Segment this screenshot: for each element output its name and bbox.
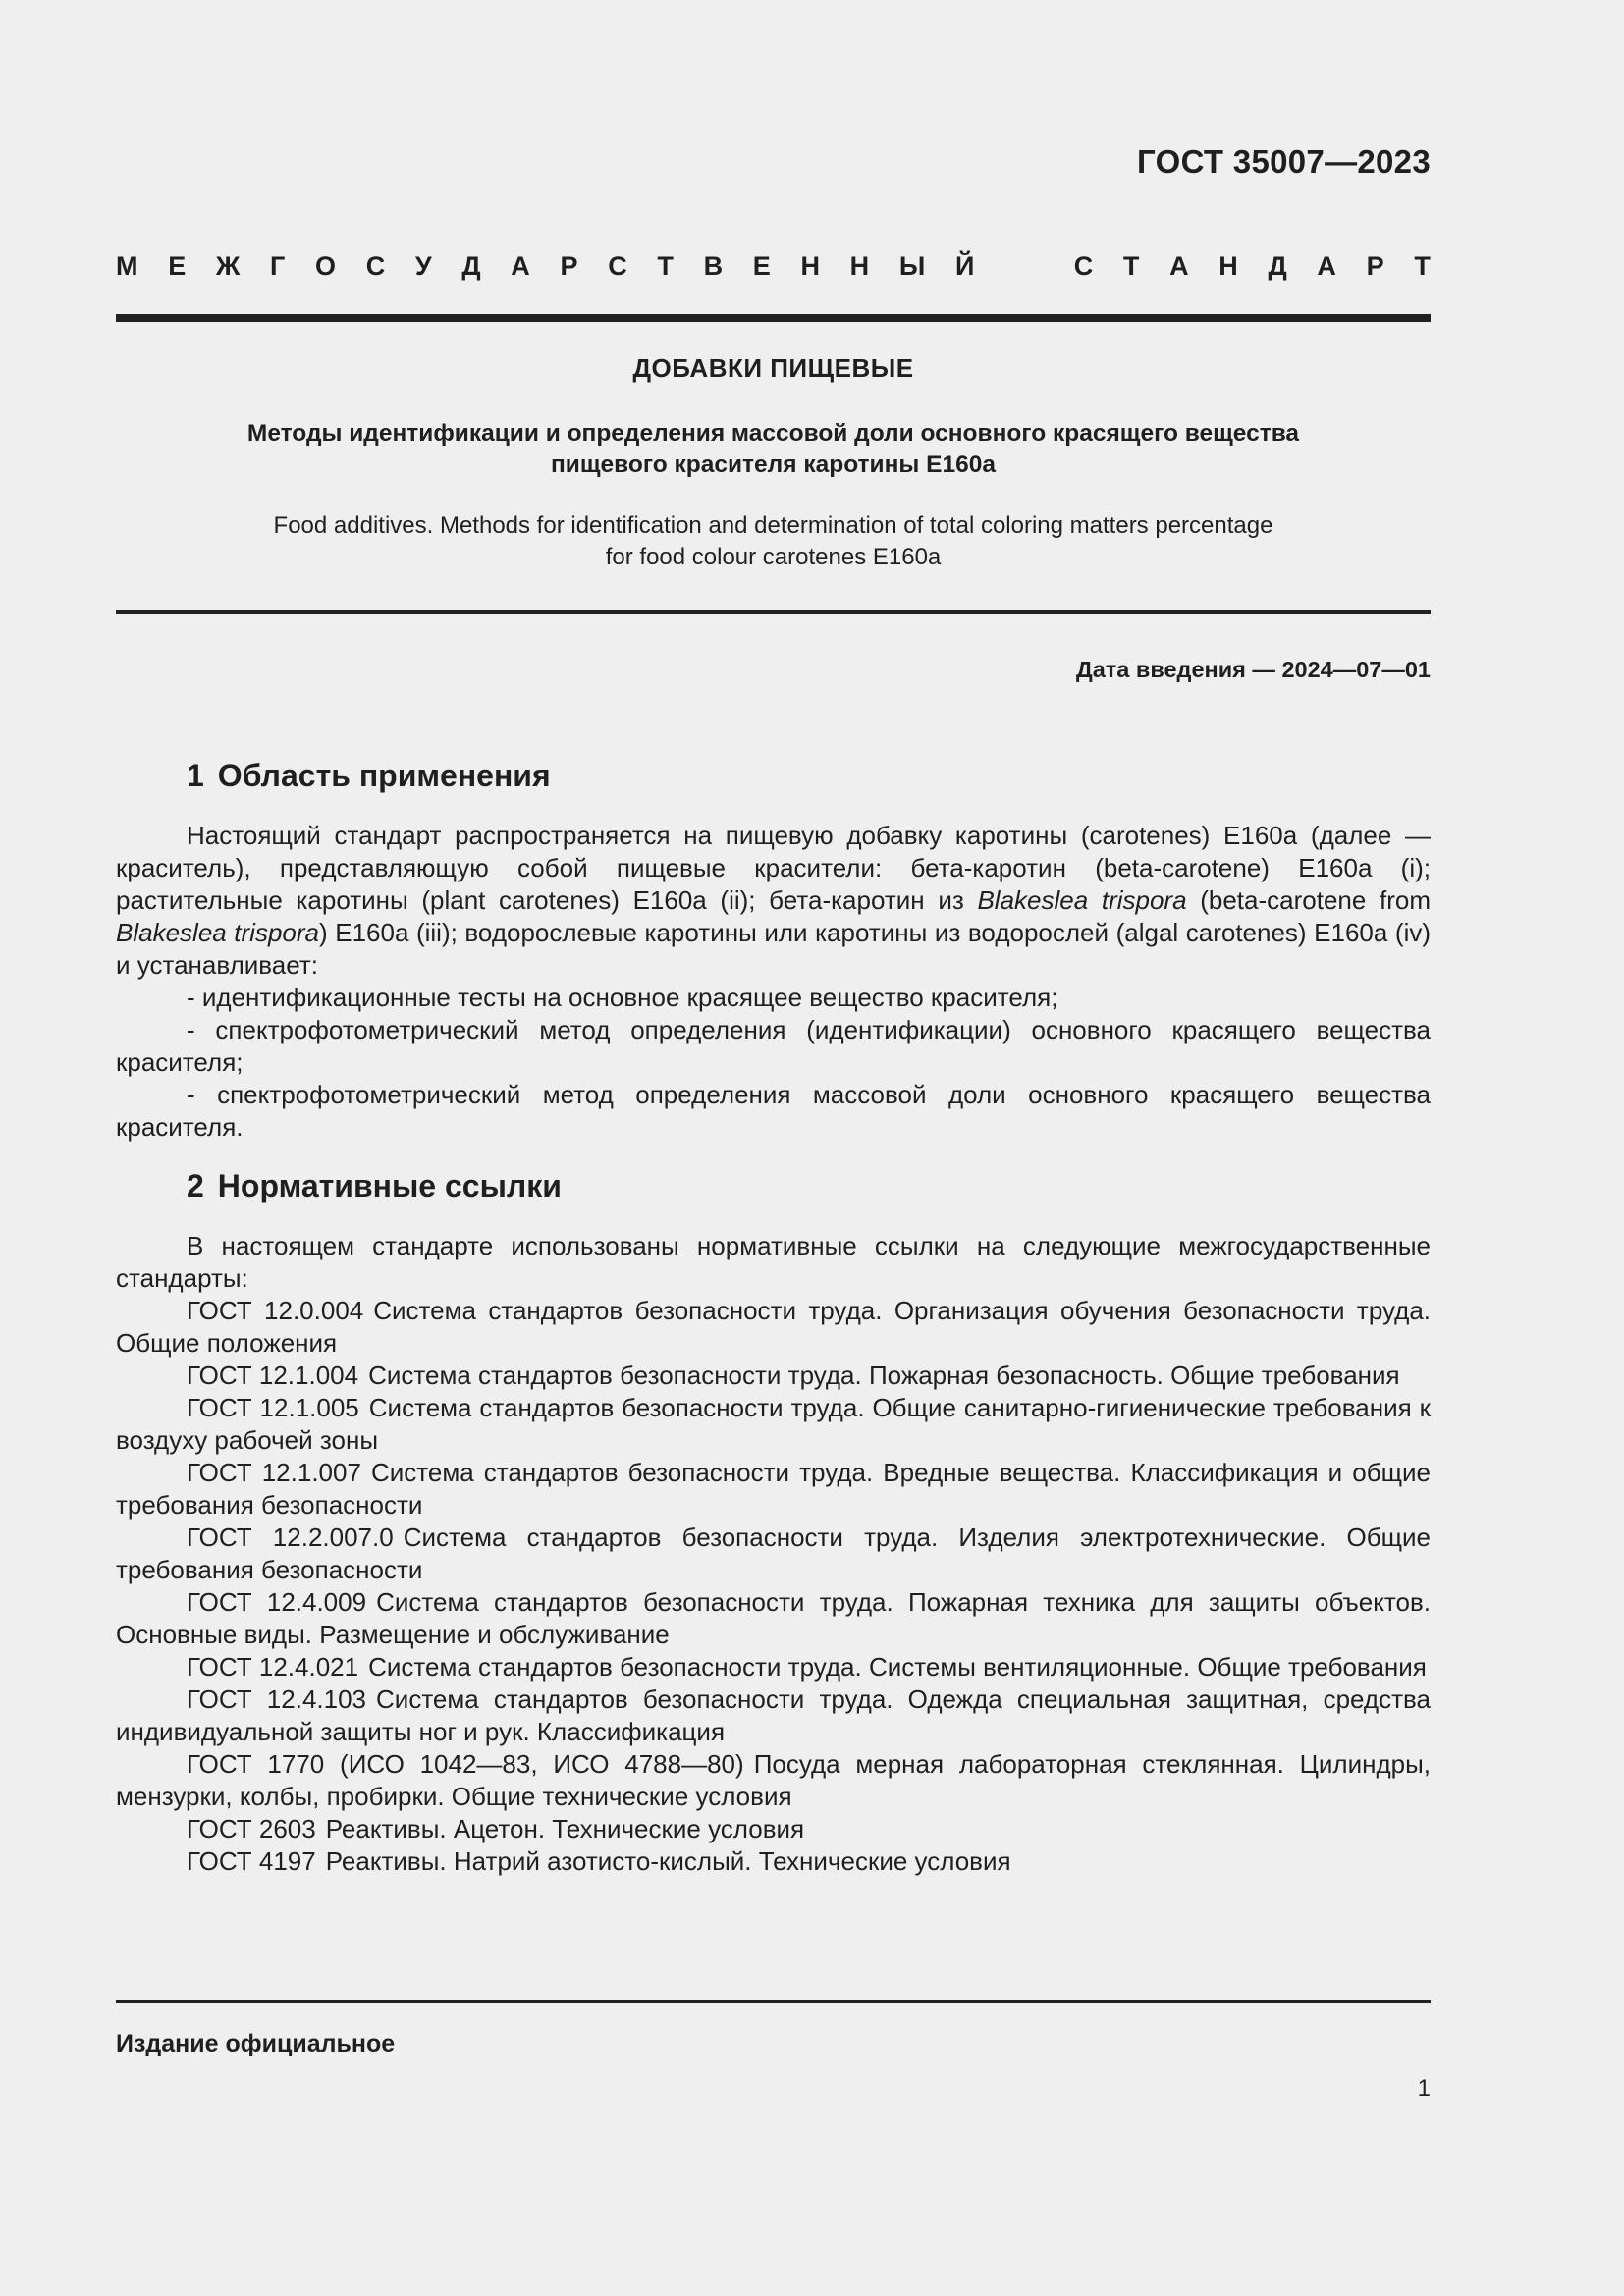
banner-letter: Р [560,251,578,281]
english-subtitle-line: for food colour carotenes E160a [605,544,942,570]
subtitle-line: Методы идентификации и определения массовой доли основного красящего вещества [246,420,1300,447]
banner-letter: С [608,251,627,281]
reference-item [116,1522,1431,1586]
banner-letter: А [1169,251,1189,281]
reference-text: Система стандартов безопасности труда. Изделия электротехнические. Общие требования безопасности [116,1522,1431,1584]
section-title: Область применения [217,758,551,793]
reference-item [116,1845,1431,1878]
banner-letter: С [1073,251,1094,281]
reference-item [116,1360,1431,1392]
reference-code: ГОСТ 12.2.007.0 [187,1522,394,1552]
banner-letter: Н [849,251,870,281]
reference-code: ГОСТ 12.4.021 [187,1652,359,1682]
banner-letter: Е [168,251,187,281]
banner-letter: Т [1122,251,1140,281]
reference-text: Система стандартов безопасности труда. Общие санитарно-гигиенические требования к воздуху рабочей зоны [116,1393,1431,1455]
banner-letter: У [414,251,432,281]
english-subtitle [116,510,1431,573]
banner-letter: Е [752,251,771,281]
section-heading [116,1166,1431,1205]
reference-text: Система стандартов безопасности труда. Организация обучения безопасности труда. Общие положения [116,1296,1431,1358]
reference-code: ГОСТ 4197 [187,1846,316,1876]
section-normative-references [116,1166,1431,1878]
banner-letter: Р [1366,251,1384,281]
banner-letter: О [314,251,336,281]
banner-letter: Д [1268,251,1287,281]
banner-letter: Д [461,251,481,281]
reference-text: Реактивы. Ацетон. Технические условия [325,1814,805,1843]
reference-item [116,1683,1431,1748]
document-number: ГОСТ 35007—2023 [1137,143,1431,180]
official-edition-label: Издание официальное [116,2030,396,2057]
banner-letter: Т [657,251,674,281]
reference-code: ГОСТ 1770 (ИСО 1042—83, ИСО 4788—80) [187,1749,744,1779]
list-item: - спектрофотометрический метод определения массовой доли основного красящего вещества красителя. [116,1080,1431,1142]
reference-text: Реактивы. Натрий азотисто-кислый. Технические условия [325,1846,1011,1876]
reference-code: ГОСТ 12.1.007 [187,1458,361,1487]
italic-text: Blakeslea trispora [977,885,1187,915]
reference-code: ГОСТ 12.1.005 [187,1393,359,1422]
reference-code: ГОСТ 12.1.004 [187,1361,359,1390]
interstate-standard-banner [116,251,1431,282]
banner-letter: Н [800,251,820,281]
document-body [116,756,1431,1878]
reference-item [116,1813,1431,1845]
section-number: 2 [187,1168,204,1203]
banner-letter: Н [1218,251,1238,281]
banner-letter: Ы [898,251,926,281]
reference-item [116,1748,1431,1813]
subtitle-line: пищевого красителя каротины Е160а [551,452,996,478]
reference-text: Система стандартов безопасности труда. Одежда специальная защитная, средства индивидуальной защиты ног и рук. Классификация [116,1684,1431,1746]
list-item: - спектрофотометрический метод определения (идентификации) основного красящего вещества красителя; [116,1015,1431,1077]
section-scope [116,756,1431,1144]
banner-gap [1004,251,1044,282]
reference-item [116,1295,1431,1360]
reference-code: ГОСТ 12.4.009 [187,1587,367,1617]
banner-letter: М [116,251,138,281]
reference-code: ГОСТ 12.4.103 [187,1684,367,1714]
reference-text: Система стандартов безопасности труда. Пожарная безопасность. Общие требования [368,1361,1400,1390]
references-intro: В настоящем стандарте использованы нормативные ссылки на следующие межгосударственные стандарты: [116,1231,1431,1293]
reference-code: ГОСТ 12.0.004 [187,1296,364,1325]
section-number: 1 [187,758,204,793]
scope-paragraph [116,820,1431,982]
text-run: Настоящий стандарт распространяется на пищевую добавку каротины (carotenes) Е160а (далее — краситель), представляющую собой пищевые красители: бета-каротин (beta-carotene) Е160а (i); растительные каротины (plant carotenes) Е160а (ii); бета-каротин из [116,821,1431,915]
document-subtitle [116,418,1431,481]
english-subtitle-line: Food additives. Methods for identification and determination of total coloring matters percentage [273,512,1273,539]
page-number: 1 [1417,2075,1431,2102]
introduction-date: Дата введения — 2024—07—01 [1075,657,1431,682]
document-title: ДОБАВКИ ПИЩЕВЫЕ [632,353,914,383]
banner-letter: А [511,251,530,281]
header-rule [116,314,1431,322]
text-run: (beta-carotene from [1186,885,1432,915]
reference-text: Посуда мерная лабораторная стеклянная. Цилиндры, мензурки, колбы, пробирки. Общие технические условия [116,1749,1432,1811]
section-heading [116,756,1431,795]
banner-letter: А [1317,251,1336,281]
banner-letter: Т [1414,251,1431,281]
list-item: - идентификационные тесты на основное красящее вещество красителя; [187,983,1058,1012]
reference-text: Система стандартов безопасности труда. Вредные вещества. Классификация и общие требования безопасности [116,1458,1431,1520]
reference-item [116,1392,1431,1457]
banner-letter: Г [269,251,286,281]
title-rule [116,610,1431,614]
banner-letter: Ж [215,251,241,281]
reference-item [116,1651,1431,1683]
section-title: Нормативные ссылки [217,1168,562,1203]
footer-rule [116,2000,1431,2003]
text-run: ) Е160а (iii); водорослевые каротины или каротины из водорослей (algal carotenes) Е160а (iv) и устанавливает: [116,918,1432,980]
italic-text: Blakeslea trispora [116,918,319,947]
banner-letter: Й [954,251,975,281]
banner-letter: В [703,251,724,281]
reference-item [116,1586,1431,1651]
banner-letter: С [365,251,386,281]
reference-text: Система стандартов безопасности труда. Системы вентиляционные. Общие требования [368,1652,1427,1682]
reference-code: ГОСТ 2603 [187,1814,316,1843]
reference-item [116,1457,1431,1522]
reference-text: Система стандартов безопасности труда. Пожарная техника для защиты объектов. Основные виды. Размещение и обслуживание [116,1587,1431,1649]
